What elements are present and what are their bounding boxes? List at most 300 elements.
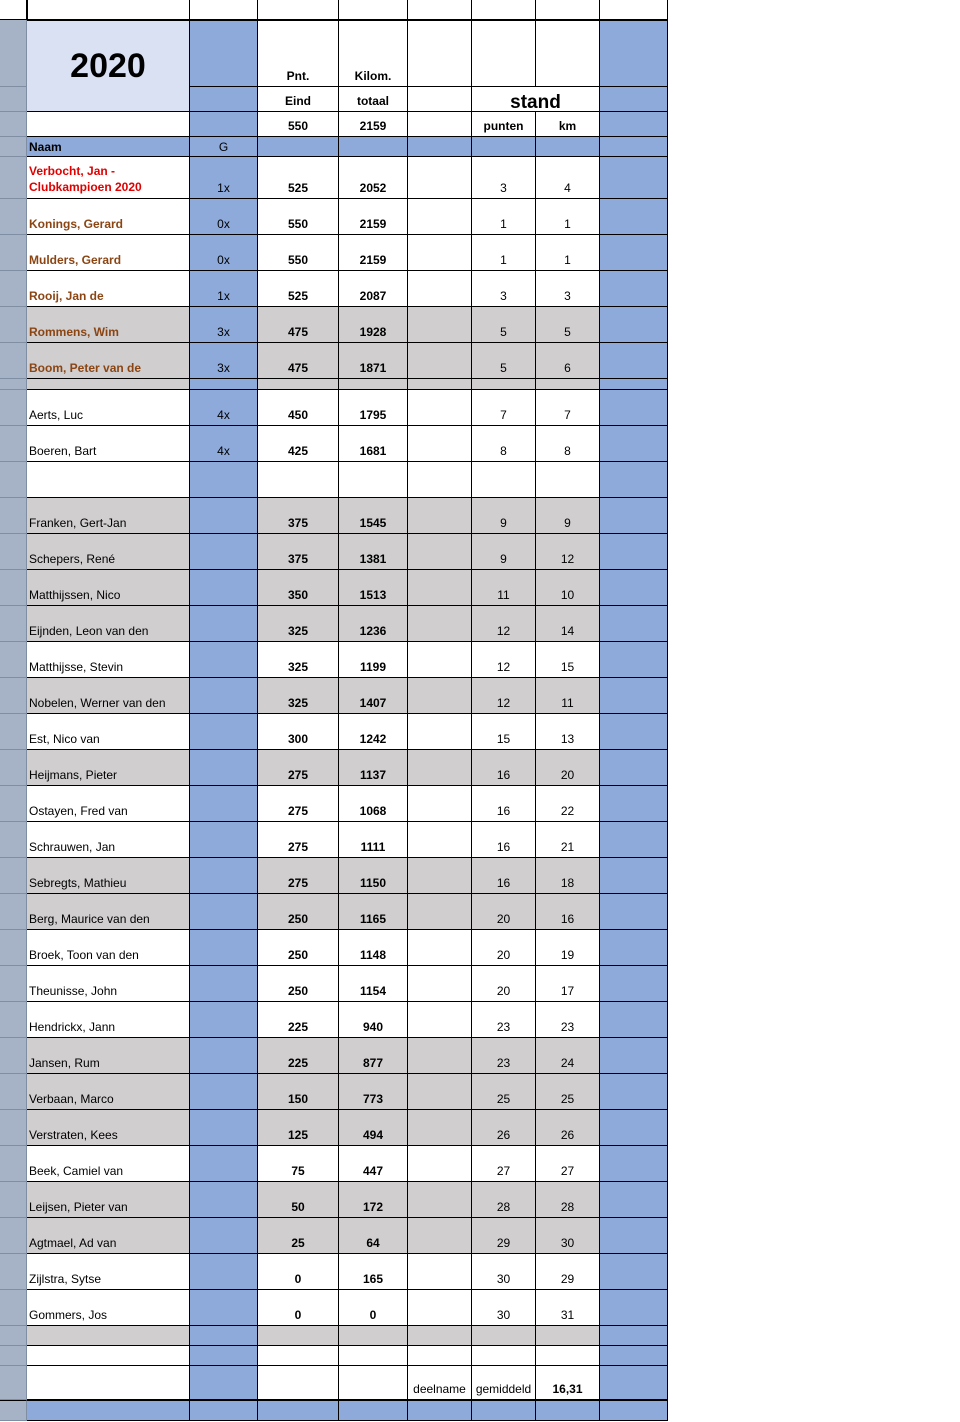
rank-points: 1 — [472, 235, 536, 271]
empty-cell — [339, 379, 408, 390]
empty-cell — [408, 426, 472, 462]
bottom-bar-cell — [27, 1400, 190, 1421]
empty-cell — [190, 1346, 258, 1366]
rider-km: 2087 — [339, 271, 408, 307]
rider-g-count — [190, 714, 258, 750]
table-row — [0, 426, 668, 462]
rank-km: 24 — [536, 1038, 600, 1074]
empty-cell — [408, 199, 472, 235]
rider-points: 225 — [258, 1002, 339, 1038]
row-marker — [0, 1074, 27, 1110]
empty-cell — [408, 822, 472, 858]
rank-km: 8 — [536, 426, 600, 462]
empty-cell — [408, 786, 472, 822]
rank-km: 11 — [536, 678, 600, 714]
row-end-cell — [600, 1218, 668, 1254]
empty-cell — [408, 1038, 472, 1074]
table-row — [0, 157, 668, 199]
empty-cell — [408, 1002, 472, 1038]
rank-points: 16 — [472, 822, 536, 858]
table-row — [0, 1218, 668, 1254]
bottom-bar-cell — [339, 1400, 408, 1421]
rider-km: 1381 — [339, 534, 408, 570]
row-marker — [0, 858, 27, 894]
table-row — [0, 858, 668, 894]
table-row — [0, 714, 668, 750]
empty-cell — [408, 235, 472, 271]
rank-km: 31 — [536, 1290, 600, 1326]
empty-cell — [27, 379, 190, 390]
row-marker — [0, 750, 27, 786]
table-row — [0, 1254, 668, 1290]
rider-g-count: 4x — [190, 426, 258, 462]
row-marker — [0, 1182, 27, 1218]
rider-g-count — [190, 966, 258, 1002]
row-end-cell — [600, 1366, 668, 1400]
rider-km: 2159 — [339, 199, 408, 235]
year-title: 2020 — [27, 20, 190, 112]
rider-points: 250 — [258, 966, 339, 1002]
rider-name: Schepers, René — [27, 534, 190, 570]
rank-km: 7 — [536, 390, 600, 426]
rank-points: 15 — [472, 714, 536, 750]
header-pnt: Pnt. — [258, 20, 339, 87]
rider-name: Leijsen, Pieter van — [27, 1182, 190, 1218]
row-marker — [0, 426, 27, 462]
rider-g-count — [190, 1218, 258, 1254]
rank-points: 29 — [472, 1218, 536, 1254]
rider-points: 275 — [258, 786, 339, 822]
row-marker — [0, 1038, 27, 1074]
row-end-cell — [600, 678, 668, 714]
rider-km: 1795 — [339, 390, 408, 426]
row-end-cell — [600, 307, 668, 343]
rider-name: Matthijsse, Stevin — [27, 642, 190, 678]
empty-cell — [27, 1326, 190, 1346]
empty-cell — [190, 1366, 258, 1400]
rider-name: Hendrickx, Jann — [27, 1002, 190, 1038]
footer-deelname: deelname — [408, 1366, 472, 1400]
rider-name: Berg, Maurice van den — [27, 894, 190, 930]
empty-cell — [408, 570, 472, 606]
empty-cell — [408, 1182, 472, 1218]
rider-name: Verstraten, Kees — [27, 1110, 190, 1146]
row-marker — [0, 1254, 27, 1290]
row-end-cell — [600, 1254, 668, 1290]
rank-points: 20 — [472, 894, 536, 930]
rider-g-count — [190, 750, 258, 786]
rider-km: 1236 — [339, 606, 408, 642]
rider-km: 1871 — [339, 343, 408, 379]
rider-points: 300 — [258, 714, 339, 750]
rider-points: 325 — [258, 678, 339, 714]
empty-cell — [408, 678, 472, 714]
rider-km: 1165 — [339, 894, 408, 930]
empty-cell — [408, 343, 472, 379]
rank-km: 18 — [536, 858, 600, 894]
rider-g-count — [190, 570, 258, 606]
rank-km: 13 — [536, 714, 600, 750]
table-row — [0, 966, 668, 1002]
row-marker — [0, 1110, 27, 1146]
table-row — [0, 642, 668, 678]
rider-points: 550 — [258, 235, 339, 271]
spacer-row — [0, 1326, 668, 1346]
table-row — [0, 678, 668, 714]
rider-km: 494 — [339, 1110, 408, 1146]
empty-cell — [408, 642, 472, 678]
empty-cell — [339, 1366, 408, 1400]
rider-km: 1150 — [339, 858, 408, 894]
rider-km: 64 — [339, 1218, 408, 1254]
rider-g-count: 4x — [190, 390, 258, 426]
rider-km: 1148 — [339, 930, 408, 966]
rank-points: 25 — [472, 1074, 536, 1110]
rank-points: 23 — [472, 1002, 536, 1038]
rider-name: Est, Nico van — [27, 714, 190, 750]
empty-cell — [27, 1366, 190, 1400]
rider-km: 0 — [339, 1290, 408, 1326]
rider-points: 150 — [258, 1074, 339, 1110]
rider-g-count: 0x — [190, 235, 258, 271]
empty-cell — [408, 534, 472, 570]
empty-cell — [536, 1346, 600, 1366]
header-row-3 — [0, 112, 668, 137]
rider-g-count — [190, 930, 258, 966]
rider-name: Jansen, Rum — [27, 1038, 190, 1074]
rider-km: 1154 — [339, 966, 408, 1002]
rank-points: 26 — [472, 1110, 536, 1146]
rank-km: 23 — [536, 1002, 600, 1038]
rank-km: 15 — [536, 642, 600, 678]
row-end-cell — [600, 642, 668, 678]
row-end-cell — [600, 1038, 668, 1074]
header-g: G — [190, 137, 258, 157]
empty-cell — [472, 379, 536, 390]
rider-km: 940 — [339, 1002, 408, 1038]
rider-points: 475 — [258, 307, 339, 343]
rank-km: 29 — [536, 1254, 600, 1290]
rider-g-count — [190, 606, 258, 642]
rider-points: 225 — [258, 1038, 339, 1074]
empty-cell — [472, 1346, 536, 1366]
empty-cell — [408, 1346, 472, 1366]
empty-cell — [27, 462, 190, 498]
row-marker — [0, 714, 27, 750]
row-end-cell — [600, 343, 668, 379]
row-marker — [0, 822, 27, 858]
footer-average: 16,31 — [536, 1366, 600, 1400]
bottom-bar-cell — [472, 1400, 536, 1421]
row-end-cell — [600, 570, 668, 606]
rank-points: 23 — [472, 1038, 536, 1074]
row-marker — [0, 271, 27, 307]
rider-name: Beek, Camiel van — [27, 1146, 190, 1182]
rider-points: 275 — [258, 858, 339, 894]
rider-name: Gommers, Jos — [27, 1290, 190, 1326]
empty-cell — [408, 858, 472, 894]
row-marker — [0, 786, 27, 822]
rider-g-count — [190, 678, 258, 714]
rider-km: 172 — [339, 1182, 408, 1218]
row-marker — [0, 343, 27, 379]
empty-cell — [408, 1218, 472, 1254]
spacer-row — [0, 462, 668, 498]
rider-name: Mulders, Gerard — [27, 235, 190, 271]
row-marker — [0, 1146, 27, 1182]
row-end-cell — [600, 498, 668, 534]
rank-km: 1 — [536, 199, 600, 235]
row-marker — [0, 894, 27, 930]
rider-km: 1242 — [339, 714, 408, 750]
header-km: km — [536, 112, 600, 137]
rider-name: Verbocht, Jan - Clubkampioen 2020 — [27, 157, 190, 199]
sheet-top-row — [0, 0, 668, 20]
row-end-cell — [600, 1074, 668, 1110]
table-row — [0, 570, 668, 606]
rank-km: 26 — [536, 1110, 600, 1146]
footer-row — [0, 1366, 668, 1400]
rank-points: 7 — [472, 390, 536, 426]
rider-name: Konings, Gerard — [27, 199, 190, 235]
empty-cell — [258, 1326, 339, 1346]
bottom-bar-cell — [258, 1400, 339, 1421]
rank-km: 19 — [536, 930, 600, 966]
rider-name: Agtmael, Ad van — [27, 1218, 190, 1254]
header-stand: stand — [472, 87, 600, 112]
rank-points: 16 — [472, 750, 536, 786]
empty-cell — [408, 930, 472, 966]
table-row — [0, 1002, 668, 1038]
rider-points: 0 — [258, 1290, 339, 1326]
rider-km: 447 — [339, 1146, 408, 1182]
rider-g-count: 1x — [190, 157, 258, 199]
rider-points: 550 — [258, 199, 339, 235]
empty-cell — [190, 462, 258, 498]
row-marker — [0, 498, 27, 534]
empty-cell — [536, 1326, 600, 1346]
empty-cell — [600, 1346, 668, 1366]
row-marker — [0, 930, 27, 966]
empty-cell — [408, 1326, 472, 1346]
row-end-cell — [600, 894, 668, 930]
rank-points: 16 — [472, 858, 536, 894]
empty-cell — [0, 379, 27, 390]
rider-g-count — [190, 642, 258, 678]
row-marker — [0, 1218, 27, 1254]
row-marker — [0, 1290, 27, 1326]
rider-points: 450 — [258, 390, 339, 426]
rider-points: 125 — [258, 1110, 339, 1146]
row-end-cell — [600, 199, 668, 235]
row-end-cell — [600, 750, 668, 786]
table-row — [0, 822, 668, 858]
rider-g-count: 0x — [190, 199, 258, 235]
row-end-cell — [600, 786, 668, 822]
rank-points: 8 — [472, 426, 536, 462]
empty-cell — [600, 462, 668, 498]
rank-km: 30 — [536, 1218, 600, 1254]
rider-name: Ostayen, Fred van — [27, 786, 190, 822]
rank-km: 10 — [536, 570, 600, 606]
row-marker — [0, 642, 27, 678]
table-row — [0, 390, 668, 426]
rider-name: Boom, Peter van de — [27, 343, 190, 379]
row-marker — [0, 678, 27, 714]
table-row — [0, 343, 668, 379]
rank-points: 12 — [472, 678, 536, 714]
rider-name: Schrauwen, Jan — [27, 822, 190, 858]
rank-km: 12 — [536, 534, 600, 570]
row-end-cell — [600, 606, 668, 642]
bottom-bar-cell — [600, 1400, 668, 1421]
rider-points: 275 — [258, 750, 339, 786]
spacer-row — [0, 1346, 668, 1366]
row-marker — [0, 570, 27, 606]
rider-g-count — [190, 1110, 258, 1146]
empty-cell — [408, 606, 472, 642]
rider-name: Aerts, Luc — [27, 390, 190, 426]
table-row — [0, 199, 668, 235]
rider-km: 165 — [339, 1254, 408, 1290]
table-row — [0, 606, 668, 642]
row-end-cell — [600, 534, 668, 570]
empty-cell — [408, 1074, 472, 1110]
table-row — [0, 1038, 668, 1074]
rank-points: 12 — [472, 642, 536, 678]
row-marker — [0, 390, 27, 426]
rank-points: 20 — [472, 966, 536, 1002]
rider-g-count — [190, 1038, 258, 1074]
table-row — [0, 786, 668, 822]
empty-cell — [258, 1346, 339, 1366]
rider-name: Zijlstra, Sytse — [27, 1254, 190, 1290]
bottom-bar-row — [0, 1400, 668, 1421]
row-marker — [0, 1002, 27, 1038]
rider-g-count — [190, 1290, 258, 1326]
header-punten: punten — [472, 112, 536, 137]
rank-points: 3 — [472, 157, 536, 199]
row-end-cell — [600, 426, 668, 462]
table-row — [0, 1182, 668, 1218]
empty-cell — [339, 462, 408, 498]
row-end-cell — [600, 714, 668, 750]
rider-name: Broek, Toon van den — [27, 930, 190, 966]
rank-points: 20 — [472, 930, 536, 966]
rank-km: 21 — [536, 822, 600, 858]
rider-g-count — [190, 534, 258, 570]
rider-name: Boeren, Bart — [27, 426, 190, 462]
empty-cell — [258, 462, 339, 498]
table-row — [0, 894, 668, 930]
empty-cell — [190, 1326, 258, 1346]
row-marker — [0, 966, 27, 1002]
empty-cell — [190, 379, 258, 390]
row-end-cell — [600, 235, 668, 271]
empty-cell — [408, 157, 472, 199]
empty-cell — [408, 1110, 472, 1146]
rider-km: 877 — [339, 1038, 408, 1074]
empty-cell — [408, 966, 472, 1002]
rider-km: 2159 — [339, 235, 408, 271]
empty-cell — [600, 1326, 668, 1346]
rank-points: 5 — [472, 307, 536, 343]
rank-km: 17 — [536, 966, 600, 1002]
row-end-cell — [600, 930, 668, 966]
rank-km: 4 — [536, 157, 600, 199]
empty-cell — [536, 462, 600, 498]
rank-km: 27 — [536, 1146, 600, 1182]
rider-g-count — [190, 894, 258, 930]
bottom-bar-cell — [0, 1400, 27, 1421]
table-row — [0, 1146, 668, 1182]
row-end-cell — [600, 1182, 668, 1218]
row-end-cell — [600, 858, 668, 894]
header-max-km: 2159 — [339, 112, 408, 137]
table-row — [0, 498, 668, 534]
rider-name: Matthijssen, Nico — [27, 570, 190, 606]
rider-points: 425 — [258, 426, 339, 462]
table-row — [0, 307, 668, 343]
rank-points: 9 — [472, 534, 536, 570]
row-marker — [0, 157, 27, 199]
rider-g-count — [190, 786, 258, 822]
empty-cell — [408, 1290, 472, 1326]
rider-points: 250 — [258, 930, 339, 966]
rider-points: 475 — [258, 343, 339, 379]
row-marker — [0, 307, 27, 343]
rank-km: 16 — [536, 894, 600, 930]
table-row — [0, 1110, 668, 1146]
rank-km: 28 — [536, 1182, 600, 1218]
rank-points: 3 — [472, 271, 536, 307]
empty-cell — [408, 1146, 472, 1182]
rank-km: 5 — [536, 307, 600, 343]
rider-g-count: 1x — [190, 271, 258, 307]
empty-cell — [408, 750, 472, 786]
rider-points: 350 — [258, 570, 339, 606]
rider-points: 525 — [258, 271, 339, 307]
empty-cell — [258, 379, 339, 390]
rider-km: 1681 — [339, 426, 408, 462]
empty-cell — [408, 307, 472, 343]
table-row — [0, 534, 668, 570]
rider-km: 1068 — [339, 786, 408, 822]
rider-name: Rommens, Wim — [27, 307, 190, 343]
rider-points: 50 — [258, 1182, 339, 1218]
footer-gemiddeld: gemiddeld — [472, 1366, 536, 1400]
row-marker — [0, 606, 27, 642]
rider-points: 75 — [258, 1146, 339, 1182]
empty-cell — [408, 462, 472, 498]
rider-name: Rooij, Jan de — [27, 271, 190, 307]
rank-km: 9 — [536, 498, 600, 534]
rider-points: 25 — [258, 1218, 339, 1254]
table-row — [0, 235, 668, 271]
rider-g-count: 3x — [190, 307, 258, 343]
rider-points: 525 — [258, 157, 339, 199]
rider-km: 1928 — [339, 307, 408, 343]
empty-cell — [258, 1366, 339, 1400]
empty-cell — [339, 1326, 408, 1346]
rider-points: 375 — [258, 534, 339, 570]
rider-g-count: 3x — [190, 343, 258, 379]
table-row — [0, 930, 668, 966]
rider-km: 773 — [339, 1074, 408, 1110]
empty-cell — [27, 1346, 190, 1366]
table-row — [0, 750, 668, 786]
rank-km: 25 — [536, 1074, 600, 1110]
